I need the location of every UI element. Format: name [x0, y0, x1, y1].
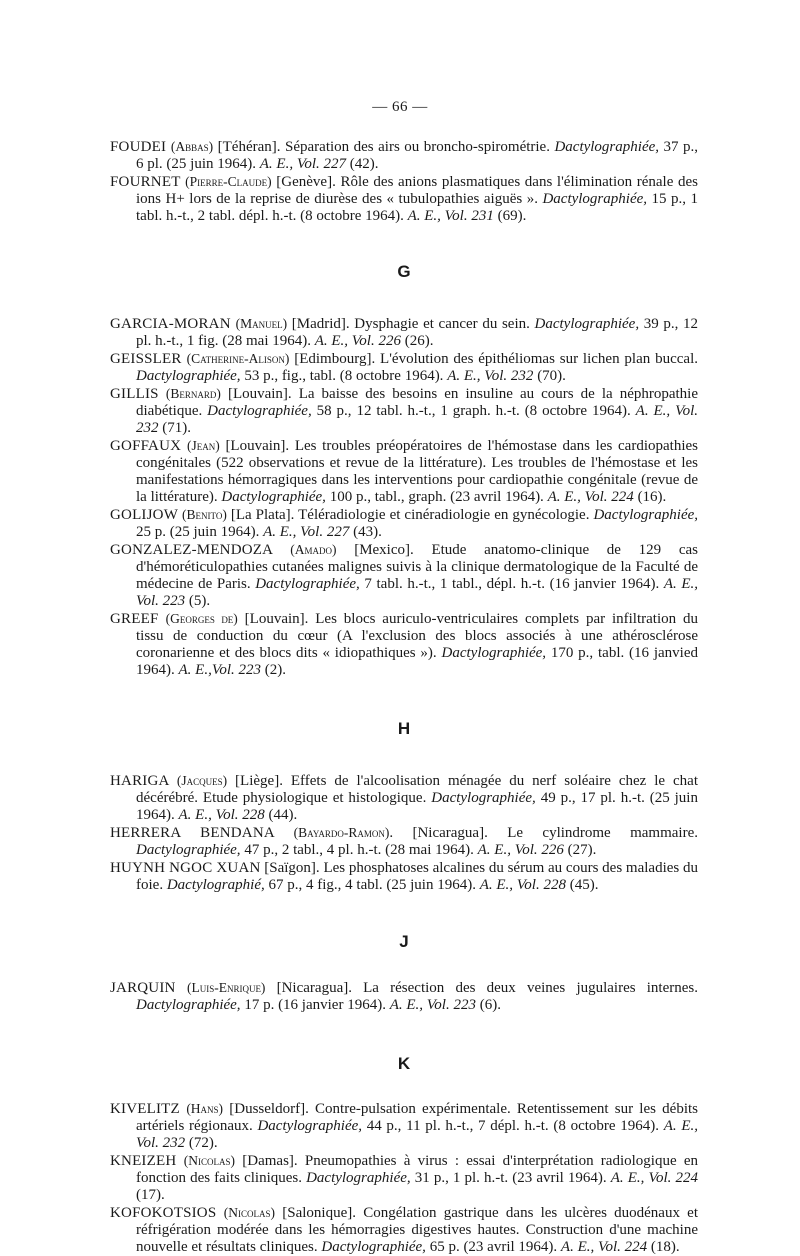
author-given-name: (Jean)	[187, 438, 220, 453]
author-name: HERRERA BENDANA	[110, 825, 294, 841]
entry-body: [Nicaragua]. La résection des deux veines jugulaires internes.	[265, 980, 698, 996]
section-letter-h: H	[397, 719, 411, 738]
bibliography-entry	[110, 610, 698, 679]
author-given-name: (Catherine-Alison)	[186, 351, 290, 366]
format-label: Dactylographiée,	[542, 191, 648, 207]
author-given-name: (Amado)	[290, 542, 337, 557]
archive-volume: A. E., Vol. 228	[178, 807, 265, 823]
format-label: Dactylographiée,	[593, 507, 699, 523]
archive-volume: A. E., Vol. 227	[259, 156, 346, 172]
entry-details: 67 p., 4 fig., 4 tabl. (25 juin 1964).	[264, 877, 480, 893]
entry-reference: (42).	[346, 156, 379, 172]
entry-details: 58 p., 12 tabl. h.-t., 1 graph. h.-t. (8 octobre 1964).	[311, 403, 636, 419]
entry-reference: (2).	[261, 662, 286, 678]
entry-body: [Louvain]. Les blocs auriculo-ventriculaires complets par infiltration du tissu de conduction du cœur (A l'exclusion des blocs associés à une athérosclérose coronarienne et des blocs dits « idiopathiques »).	[136, 611, 698, 661]
entry-body: [Damas]. Pneumopathies à virus : essai d'interprétation radiologique en fonction des faits cliniques.	[136, 1153, 698, 1186]
entry-reference: (16).	[633, 489, 667, 505]
author-given-name: (Pierre-Claude)	[185, 174, 272, 189]
format-label: Dactylographiée,	[441, 645, 547, 661]
author-name: KOFOKOTSIOS	[110, 1205, 224, 1221]
bibliography-entry	[110, 824, 698, 859]
entry-body: [Louvain]. Les troubles préopératoires de l'hémostase dans les cardiopathies congénitales (522 observations et revue de la littérature). Les troubles de l'hémostase et les manifestations hémorragiques dans les interventions pour cardiopathie congénitale (revue de la littérature).	[136, 438, 698, 505]
entry-details: 7 tabl. h.-t., 1 tabl., dépl. h.-t. (16 janvier 1964).	[359, 576, 664, 592]
author-given-name: (Abbas)	[170, 139, 214, 154]
entry-details: 17 p. (16 janvier 1964).	[240, 997, 390, 1013]
entry-body: [Saïgon]. Les phosphatoses alcalines du sérum au cours des maladies du foie.	[136, 860, 698, 893]
archive-volume: A. E., Vol. 232	[136, 403, 698, 436]
entry-details: 37 p., 6 pl. (25 juin 1964).	[136, 139, 698, 172]
section-letter-g: G	[397, 262, 411, 281]
entry-details: 100 p., tabl., graph. (23 avril 1964).	[325, 489, 548, 505]
bibliography-entry	[110, 1204, 698, 1256]
entry-details: 53 p., fig., tabl. (8 octobre 1964).	[240, 368, 448, 384]
entry-reference: (6).	[475, 997, 501, 1013]
author-given-name: (Manuel)	[235, 316, 288, 331]
archive-volume: A. E., Vol. 223	[136, 576, 699, 609]
bibliography-list	[110, 138, 698, 1256]
format-label: Dactylographiée,	[306, 1170, 411, 1186]
format-label: Dactylographiée,	[136, 997, 241, 1013]
entry-body: [Edimbourg]. L'évolution des épithéliomas sur lichen plan buccal.	[289, 351, 698, 367]
author-given-name: (Nicolas)	[183, 1153, 236, 1168]
entry-reference: (17).	[136, 1187, 165, 1203]
entry-body: [Salonique]. Congélation gastrique dans les ulcères duodénaux et réfrigération modérée dans les hémorragies digestives hautes. Construction d'une machine nouvelle et résultats cliniques.	[136, 1205, 698, 1255]
format-label: Dactylographiée,	[534, 316, 640, 332]
entry-body: [Dusseldorf]. Contre-pulsation expérimentale. Retentissement sur les débits artériels régionaux.	[136, 1101, 699, 1134]
entry-reference: (18).	[647, 1239, 680, 1255]
format-label: Dactylographiée,	[431, 790, 536, 806]
entry-details: 170 p., tabl. (16 janvied 1964).	[136, 645, 699, 678]
author-name: GOFFAUX	[110, 438, 188, 454]
author-name: KIVELITZ	[110, 1101, 187, 1117]
page-number: — 66 —	[372, 99, 428, 115]
entry-body: [La Plata]. Téléradiologie et cinéradiologie en gynécologie.	[226, 507, 594, 523]
entry-reference: (71).	[158, 420, 191, 436]
entry-body: [Louvain]. La baisse des besoins en insuline au cours de la néphropathie diabétique.	[136, 386, 699, 419]
author-name: FOUDEI	[110, 139, 171, 155]
entry-reference: (27).	[563, 842, 597, 858]
author-given-name: (Jacques)	[176, 773, 228, 788]
bibliography-entry	[110, 138, 698, 173]
archive-volume: A. E., Vol. 226	[314, 333, 401, 349]
bibliography-entry	[110, 437, 698, 506]
entry-reference: (44).	[264, 807, 298, 823]
entry-body: . [Nicaragua]. Le cylindrome mammaire.	[389, 825, 698, 841]
archive-volume: A. E., Vol. 226	[477, 842, 564, 858]
bibliography-entry	[110, 859, 698, 894]
bibliography-entry	[110, 541, 698, 610]
entry-reference: (43).	[349, 524, 382, 540]
archive-volume: A. E., Vol. 224	[610, 1170, 699, 1186]
entry-body: [Mexico]. Etude anatomo-clinique de 129 cas d'hémoréticulopathies cutanées malignes suivis à la clinique dermatologique de la Faculté de médecine de Paris.	[136, 542, 699, 592]
archive-volume: A. E., Vol. 232	[136, 1118, 699, 1151]
entry-reference: (26).	[400, 333, 434, 349]
entry-details: 15 p., 1 tabl. h.-t., 2 tabl. dépl. h.-t. (8 octobre 1964).	[136, 191, 699, 224]
author-name: GONZALEZ-MENDOZA	[110, 542, 291, 558]
entry-reference: (69).	[493, 208, 527, 224]
author-name: GREEF	[110, 611, 166, 627]
archive-volume: A. E., Vol. 228	[479, 877, 566, 893]
entry-body: [Téhéran]. Séparation des airs ou broncho-spirométrie.	[213, 139, 555, 155]
bibliography-entry	[110, 1100, 698, 1152]
author-name: JARQUIN	[110, 980, 187, 996]
entry-details: 25 p. (25 juin 1964).	[136, 524, 264, 540]
bibliography-entry	[110, 173, 698, 225]
entry-body: [Liège]. Effets de l'alcoolisation ménagée du nerf soléaire chez le chat décérébré. Etude physiologique et histologique.	[136, 773, 698, 806]
entry-details: 47 p., 2 tabl., 4 pl. h.-t. (28 mai 1964).	[240, 842, 478, 858]
author-name: GOLIJOW	[110, 507, 182, 523]
section-letter-j: J	[399, 932, 409, 951]
format-label: Dactylographiée,	[255, 576, 360, 592]
section-letter-k: K	[397, 1054, 411, 1073]
bibliography-entry	[110, 506, 698, 541]
author-given-name: (Bernard)	[165, 386, 221, 401]
author-given-name: (Benito)	[182, 507, 227, 522]
archive-volume: A. E., Vol. 227	[263, 524, 350, 540]
format-label: Dactylographiée,	[554, 139, 660, 155]
format-label: Dactylographiée,	[257, 1118, 363, 1134]
entry-body: [Madrid]. Dysphagie et cancer du sein.	[287, 316, 535, 332]
bibliography-entry	[110, 315, 698, 350]
archive-volume: A. E.,Vol. 223	[178, 662, 261, 678]
entry-reference: (45).	[565, 877, 599, 893]
archive-volume: A. E., Vol. 224	[547, 489, 634, 505]
author-name: FOURNET	[110, 174, 186, 190]
bibliography-entry	[110, 385, 698, 437]
entry-details: 65 p. (23 avril 1964).	[425, 1239, 561, 1255]
entry-reference: (72).	[185, 1135, 218, 1151]
archive-volume: A. E., Vol. 231	[407, 208, 494, 224]
entry-details: 44 p., 11 pl. h.-t., 7 dépl. h.-t. (8 octobre 1964).	[362, 1118, 664, 1134]
author-name: KNEIZEH	[110, 1153, 184, 1169]
author-name: HARIGA	[110, 773, 177, 789]
author-name: HUYNH NGOC XUAN	[110, 860, 261, 876]
format-label: Dactylographiée,	[321, 1239, 426, 1255]
format-label: Dactylographiée,	[136, 842, 241, 858]
entry-body: [Genève]. Rôle des anions plasmatiques dans l'élimination rénale des ions H+ lors de la reprise de diurèse des « tubulopathies aiguës ».	[136, 174, 699, 207]
bibliography-entry	[110, 772, 698, 824]
author-name: GEISSLER	[110, 351, 187, 367]
bibliography-entry	[110, 350, 698, 385]
bibliography-entry	[110, 979, 698, 1014]
author-name: GILLIS	[110, 386, 166, 402]
author-given-name: (Hans)	[186, 1101, 224, 1116]
format-label: Dactylographié,	[166, 877, 265, 893]
author-given-name: (Georges de)	[165, 611, 238, 626]
entry-reference: (70).	[533, 368, 566, 384]
entry-details: 31 p., 1 pl. h.-t. (23 avril 1964).	[410, 1170, 611, 1186]
bibliography-entry	[110, 1152, 698, 1204]
archive-volume: A. E., Vol. 223	[389, 997, 476, 1013]
author-name: GARCIA-MORAN	[110, 316, 236, 332]
entry-reference: (5).	[185, 593, 211, 609]
format-label: Dactylographiée,	[221, 489, 326, 505]
author-given-name: (Luis-Enrique)	[186, 980, 266, 995]
archive-volume: A. E., Vol. 232	[447, 368, 534, 384]
author-given-name: (Nicolas)	[223, 1205, 276, 1220]
entry-details: 39 p., 12 pl. h.-t., 1 fig. (28 mai 1964).	[136, 316, 699, 349]
format-label: Dactylographiée,	[136, 368, 241, 384]
author-given-name: (Bayardo-Ramon)	[293, 825, 390, 840]
entry-details: 49 p., 17 pl. h.-t. (25 juin 1964).	[136, 790, 698, 823]
format-label: Dactylographiée,	[207, 403, 312, 419]
archive-volume: A. E., Vol. 224	[560, 1239, 648, 1255]
